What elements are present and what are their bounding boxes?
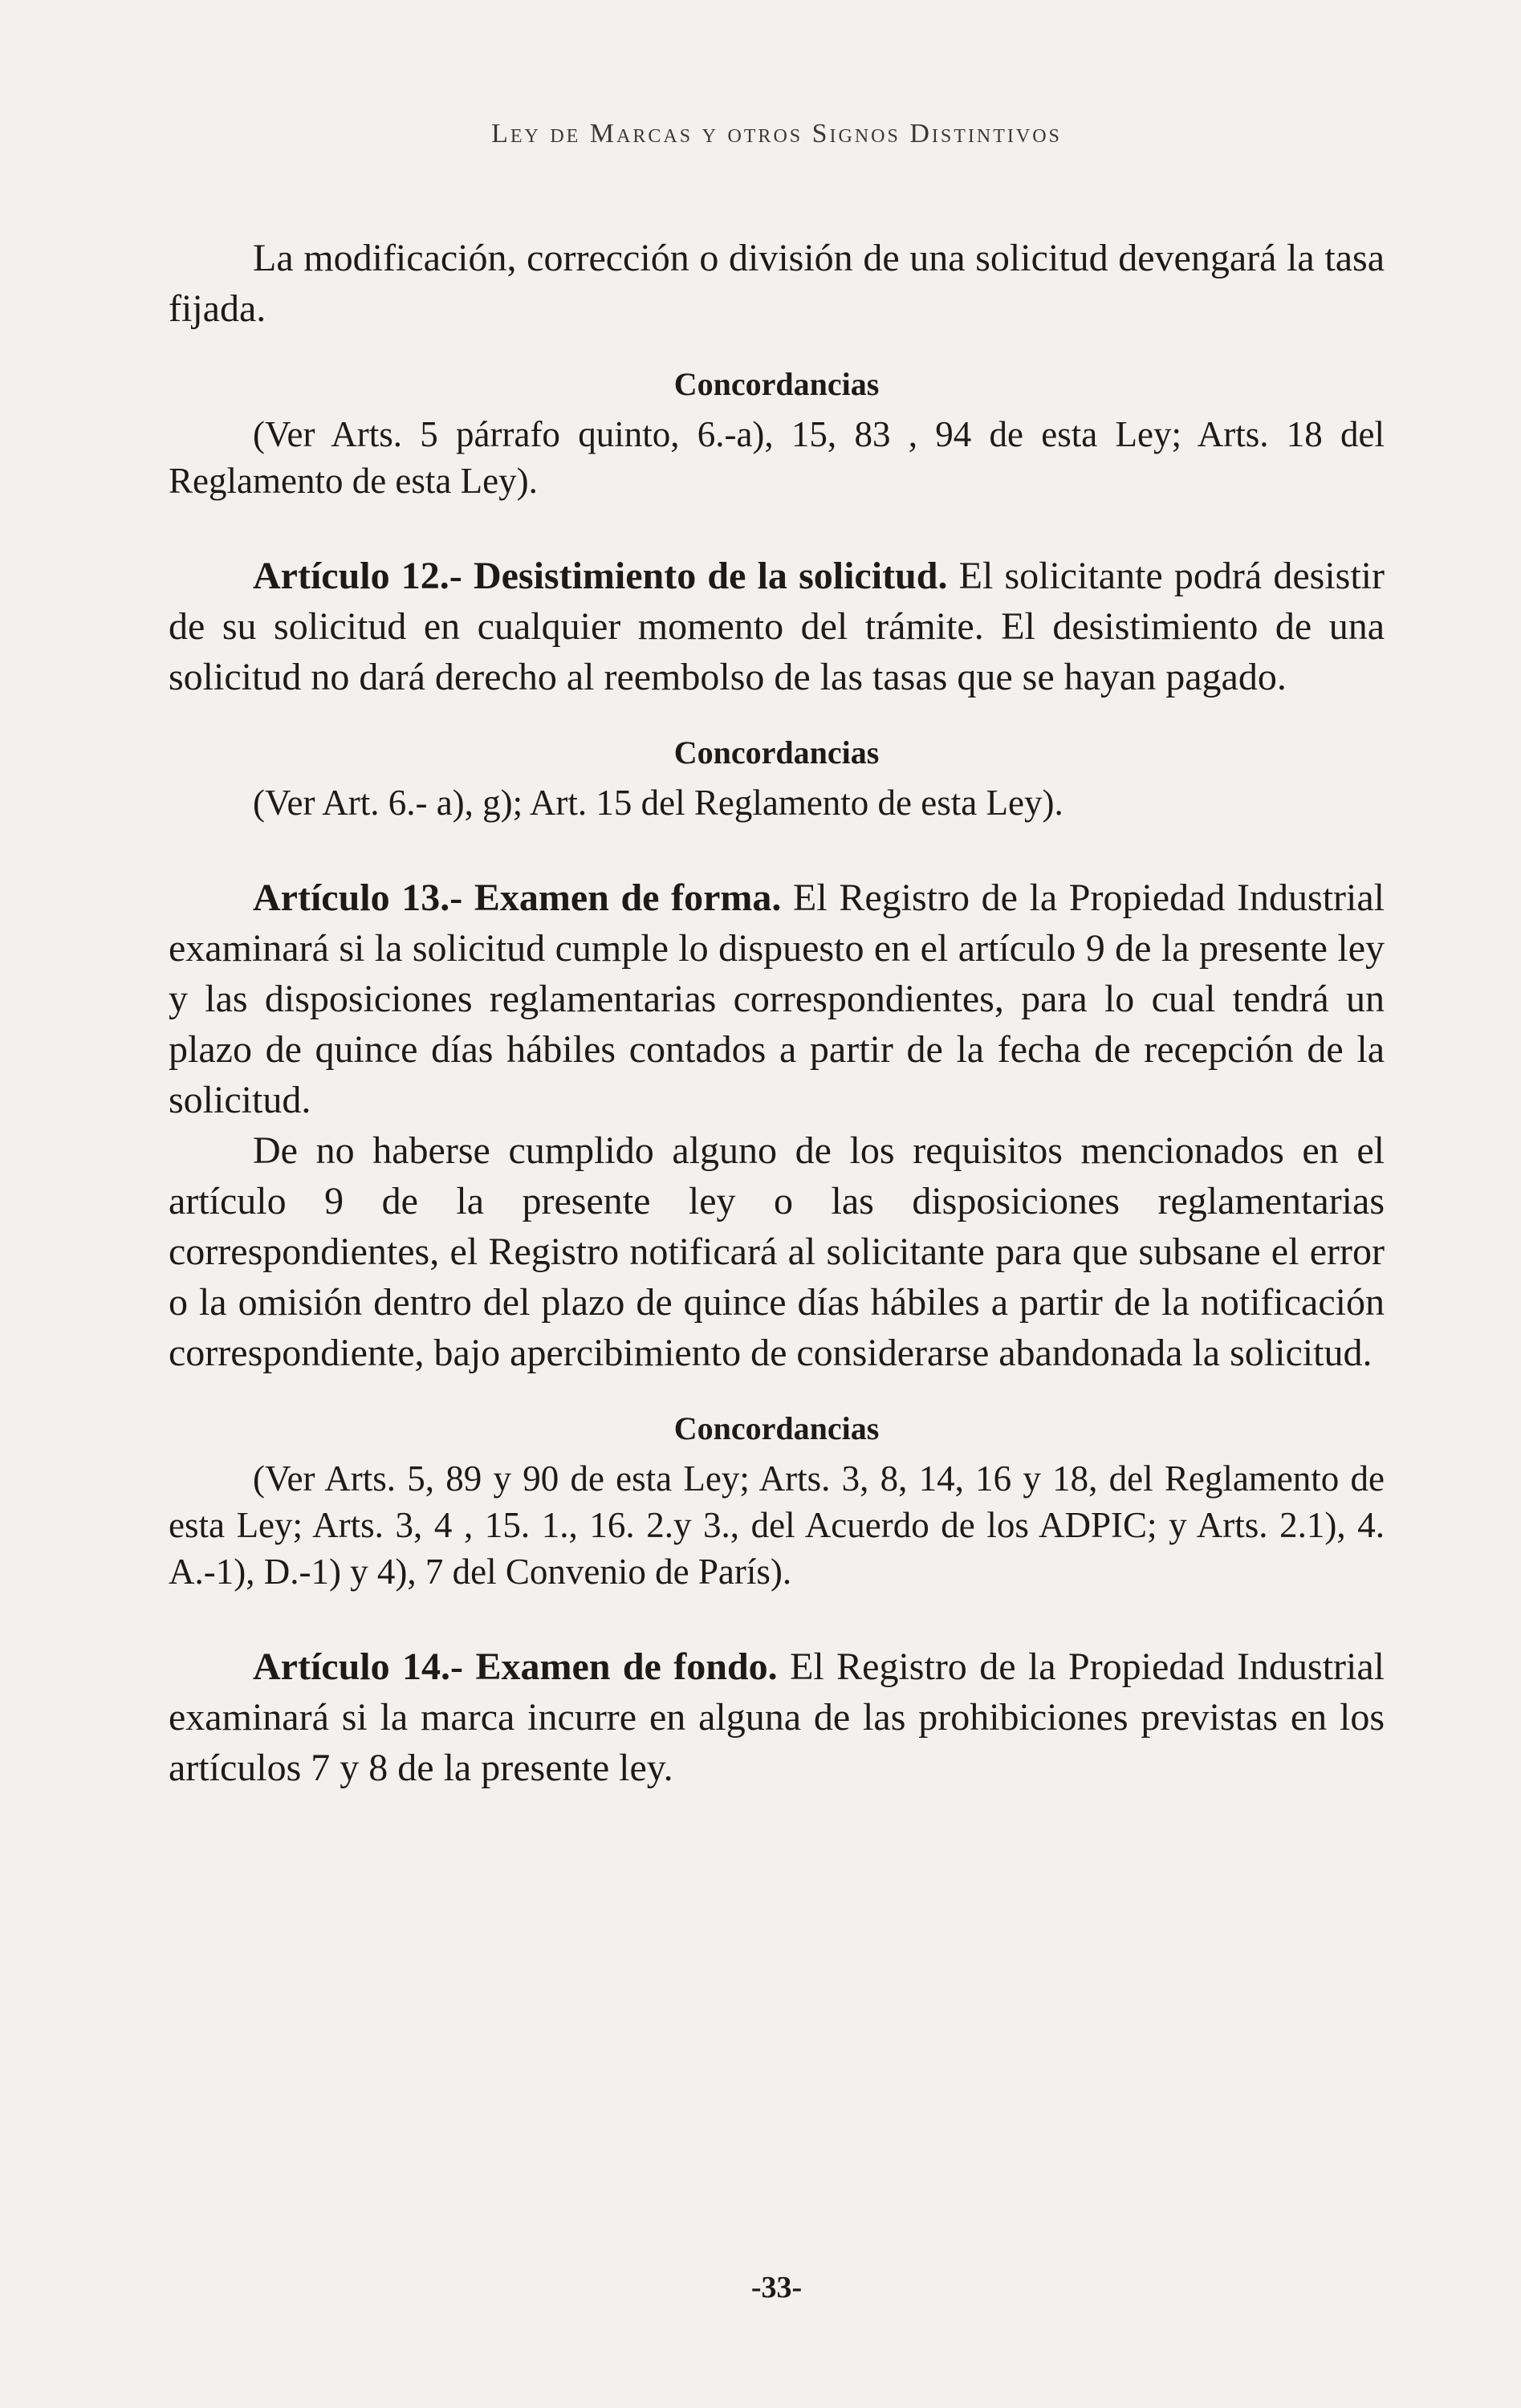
article-14-text: El Registro de la Propiedad Industrial examinará si la marca incurre en alguna de las prohibiciones previstas en los artículos 7 y 8 de la presente ley. <box>169 1645 1385 1789</box>
page-number: -33- <box>750 2271 803 2304</box>
intro-paragraph: La modificación, corrección o división de una solicitud devengará la tasa fijada. <box>169 237 1385 330</box>
body-text <box>169 233 1385 1793</box>
concordancias-text: (Ver Arts. 5 párrafo quinto, 6.-a), 15, 83 , 94 de esta Ley; Arts. 18 del Reglamento de esta Ley). <box>169 414 1385 501</box>
concordancias-text: (Ver Art. 6.- a), g); Art. 15 del Reglamento de esta Ley). <box>253 783 1063 823</box>
concordancias-heading: Concordancias <box>673 1410 880 1446</box>
article-14 <box>169 1641 1385 1793</box>
article-12-title: Artículo 12.- Desistimiento de la solicitud. <box>253 555 948 597</box>
article-13-paragraph-2: De no haberse cumplido alguno de los requisitos mencionados en el artículo 9 de la presente ley o las disposiciones reglamentarias correspondientes, el Registro notificará al solicitante para que subsane el error o la omisión dentro del plazo de quince días hábiles a partir de la notificación correspondiente, bajo apercibimiento de considerarse abandonada la solicitud. <box>169 1129 1385 1374</box>
concordancias-heading: Concordancias <box>673 366 880 402</box>
article-12-text: El solicitante podrá desistir de su solicitud en cualquier momento del trámite. El desistimiento de una solicitud no dará derecho al reembolso de las tasas que se hayan pagado. <box>169 555 1385 698</box>
article-14-title: Artículo 14.- Examen de fondo. <box>253 1645 778 1688</box>
article-12 <box>169 551 1385 702</box>
article-13 <box>169 872 1385 1125</box>
book-page <box>169 0 1385 2408</box>
running-head: Ley de Marcas y otros Signos Distintivos <box>491 119 1062 148</box>
concordancias-text: (Ver Arts. 5, 89 y 90 de esta Ley; Arts. 3, 8, 14, 16 y 18, del Reglamento de esta Ley; Arts. 3, 4 , 15. 1., 16. 2.y 3., del Acuerdo de los ADPIC; y Arts. 2.1), 4. A.-1), D.-1) y 4), 7 del Convenio de París). <box>169 1458 1385 1592</box>
article-13-title: Artículo 13.- Examen de forma. <box>253 877 782 919</box>
concordancias-heading: Concordancias <box>673 734 880 771</box>
article-13-text: El Registro de la Propiedad Industrial examinará si la solicitud cumple lo dispuesto en el artículo 9 de la presente ley y las disposiciones reglamentarias correspondientes, para lo cual tendrá un plazo de quince días hábiles contados a partir de la fecha de recepción de la solicitud. <box>169 877 1385 1121</box>
